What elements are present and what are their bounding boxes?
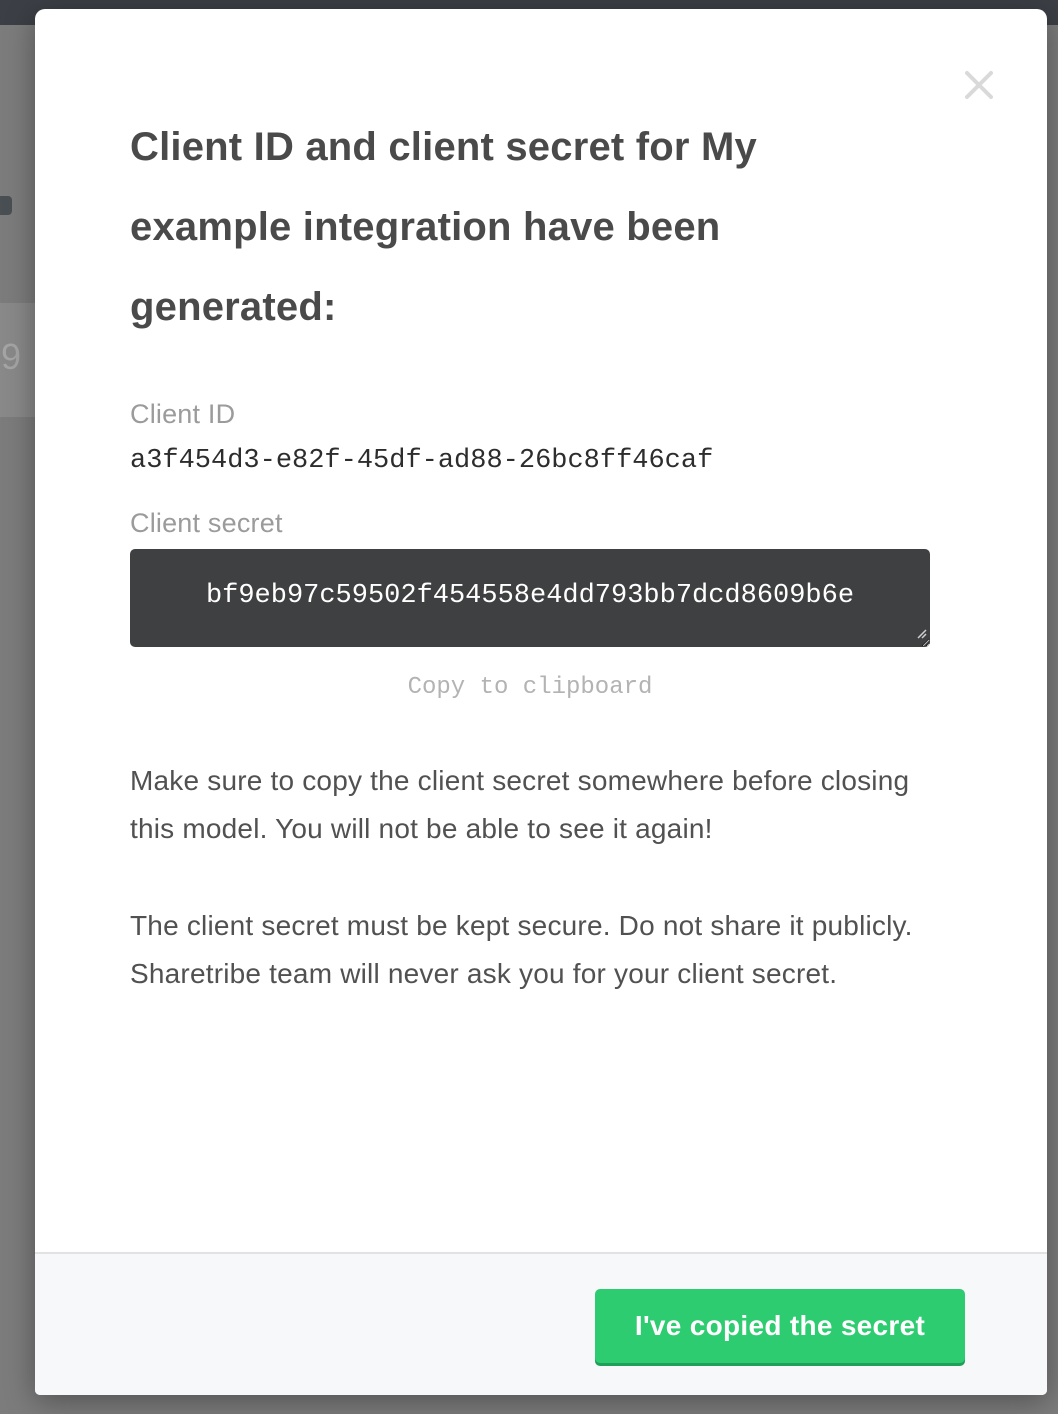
modal-body xyxy=(35,9,1047,1252)
credentials-modal xyxy=(35,9,1047,1395)
client-id-value: a3f454d3-e82f-45df-ad88-26bc8ff46caf xyxy=(130,446,714,476)
copy-row xyxy=(130,674,930,701)
copied-secret-confirm-button[interactable]: I've copied the secret xyxy=(595,1289,965,1363)
close-icon xyxy=(961,67,997,103)
warning-secure-text: The client secret must be kept secure. Do not share it publicly. Sharetribe team will never ask you for your client secret. xyxy=(130,910,913,989)
close-button[interactable] xyxy=(959,65,999,105)
client-secret-textarea[interactable] xyxy=(130,549,930,647)
modal-title: Client ID and client secret for My example integration have been generated: xyxy=(130,125,757,329)
copy-to-clipboard-link[interactable]: Copy to clipboard xyxy=(407,674,653,701)
modal-footer xyxy=(35,1252,1047,1395)
background-partial-text: 9 xyxy=(1,336,22,377)
client-id-label: Client ID xyxy=(130,399,236,429)
client-secret-label: Client secret xyxy=(130,508,283,538)
warning-copy-text: Make sure to copy the client secret somewhere before closing this model. You will not be able to see it again! xyxy=(130,765,910,844)
background-glyph-fragment xyxy=(0,196,12,215)
client-secret-field-wrap xyxy=(130,549,930,647)
